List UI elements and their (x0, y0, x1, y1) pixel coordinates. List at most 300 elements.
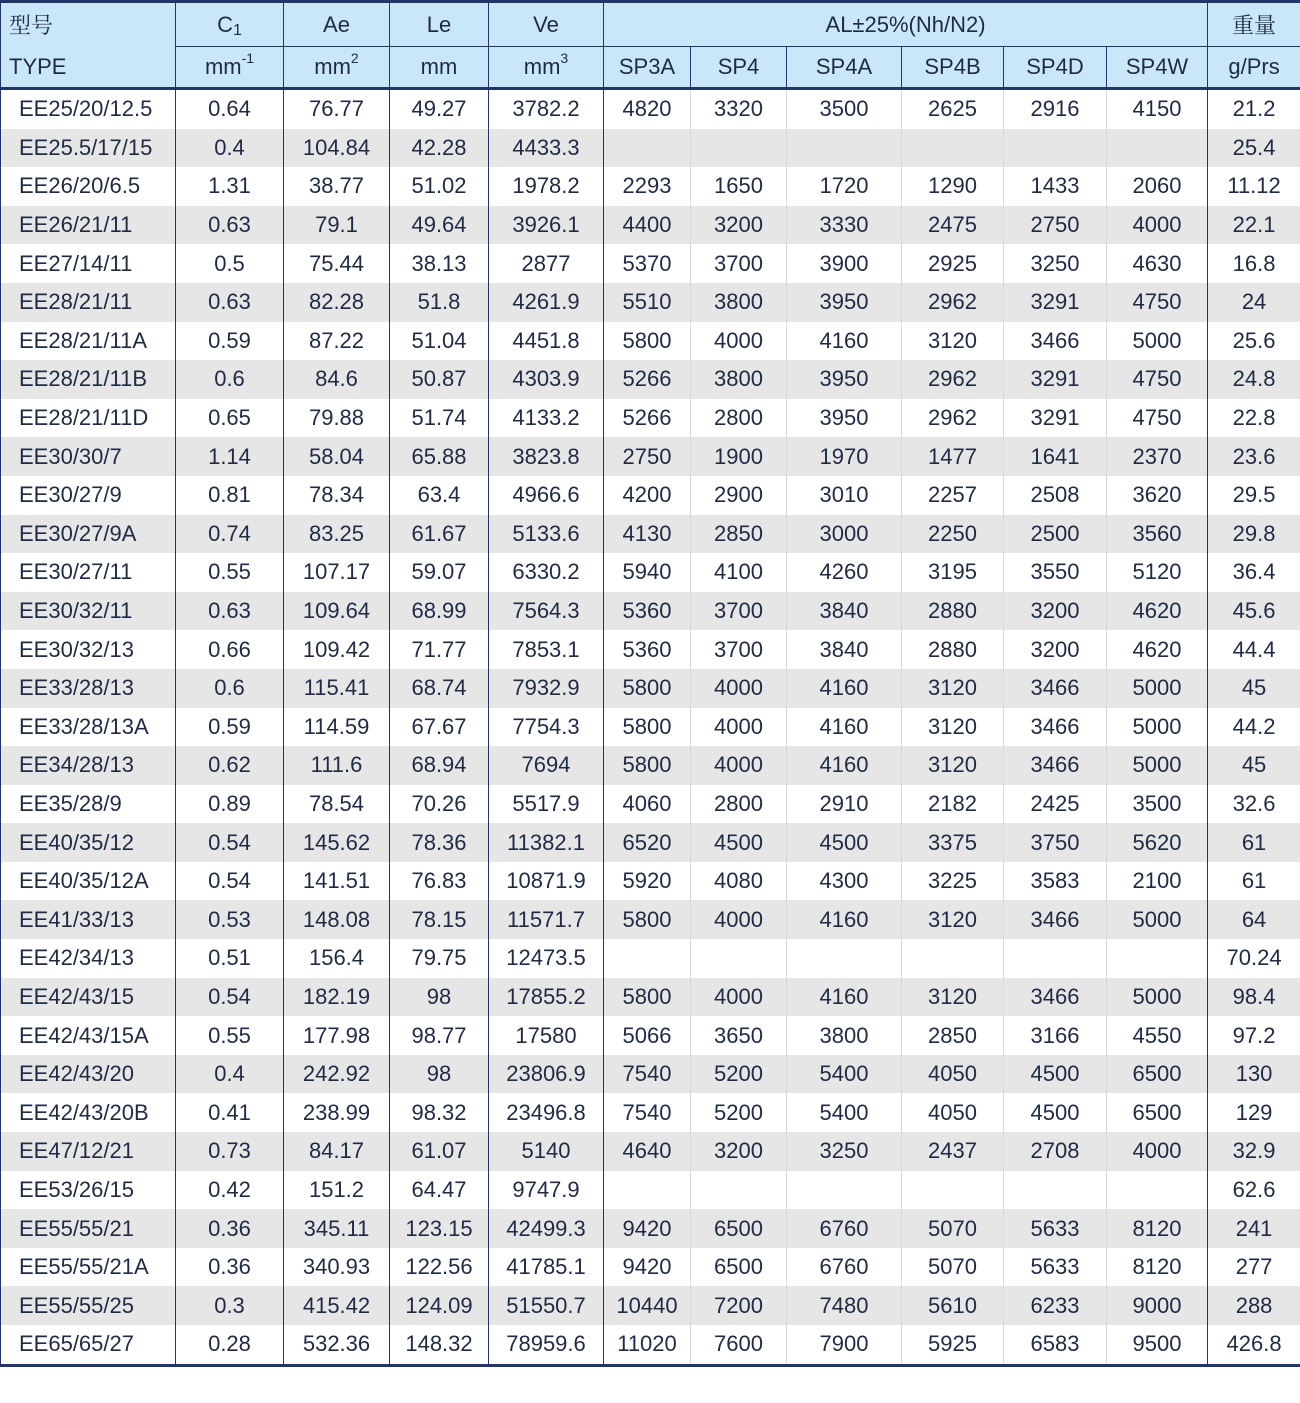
cell-sp4w (1107, 1171, 1208, 1210)
cell-sp4d: 3466 (1004, 669, 1107, 708)
cell-sp4w: 3560 (1107, 515, 1208, 554)
cell-type: EE42/43/20B (1, 1093, 176, 1132)
cell-ae: 78.54 (284, 785, 390, 824)
cell-sp4w (1107, 939, 1208, 978)
cell-sp4d: 3250 (1004, 244, 1107, 283)
table-row (1, 437, 1300, 476)
table-row (1, 746, 1300, 785)
cell-sp4a: 7900 (787, 1325, 902, 1365)
header-ve-unit (489, 47, 604, 89)
cell-c1: 0.41 (176, 1093, 284, 1132)
cell-ve: 9747.9 (489, 1171, 604, 1210)
cell-sp4: 6500 (691, 1209, 787, 1248)
cell-sp3a: 5800 (604, 322, 691, 361)
cell-sp4d: 3466 (1004, 708, 1107, 747)
cell-ae: 182.19 (284, 978, 390, 1017)
cell-sp3a: 5800 (604, 900, 691, 939)
header-ve-unit-base: mm (523, 54, 561, 79)
cell-c1: 0.64 (176, 89, 284, 129)
cell-sp4a: 1720 (787, 167, 902, 206)
cell-sp4a: 4160 (787, 669, 902, 708)
cell-sp4a: 3010 (787, 476, 902, 515)
cell-c1: 0.28 (176, 1325, 284, 1365)
cell-sp3a: 5266 (604, 360, 691, 399)
cell-sp4w: 4000 (1107, 206, 1208, 245)
header-sp4d: SP4D (1004, 47, 1107, 89)
cell-c1: 0.54 (176, 823, 284, 862)
cell-sp4w: 6500 (1107, 1093, 1208, 1132)
cell-ve: 17580 (489, 1016, 604, 1055)
cell-ae: 107.17 (284, 553, 390, 592)
cell-sp4b: 2437 (902, 1132, 1004, 1171)
table-row (1, 167, 1300, 206)
cell-weight: 22.8 (1208, 399, 1300, 438)
cell-ae: 111.6 (284, 746, 390, 785)
cell-weight: 97.2 (1208, 1016, 1300, 1055)
cell-sp4w: 5000 (1107, 900, 1208, 939)
cell-ve: 4261.9 (489, 283, 604, 322)
cell-c1: 0.66 (176, 630, 284, 669)
cell-weight: 25.4 (1208, 129, 1300, 168)
cell-sp4: 4100 (691, 553, 787, 592)
cell-weight: 44.4 (1208, 630, 1300, 669)
cell-ve: 4133.2 (489, 399, 604, 438)
cell-le: 98.32 (390, 1093, 489, 1132)
cell-sp4: 3800 (691, 283, 787, 322)
cell-sp4: 3200 (691, 1132, 787, 1171)
cell-sp3a: 2750 (604, 437, 691, 476)
cell-le: 63.4 (390, 476, 489, 515)
header-type-en: TYPE (1, 47, 176, 89)
cell-le: 68.99 (390, 592, 489, 631)
table-row (1, 399, 1300, 438)
header-sp4b: SP4B (902, 47, 1004, 89)
cell-sp4d: 6233 (1004, 1286, 1107, 1325)
cell-sp4w: 5000 (1107, 322, 1208, 361)
cell-sp4d: 3291 (1004, 399, 1107, 438)
cell-sp3a: 5940 (604, 553, 691, 592)
header-weight-cn: 重量 (1208, 2, 1300, 47)
cell-sp4: 3650 (691, 1016, 787, 1055)
cell-type: EE40/35/12A (1, 862, 176, 901)
cell-sp4: 3800 (691, 360, 787, 399)
header-sp4: SP4 (691, 47, 787, 89)
cell-sp4b: 2250 (902, 515, 1004, 554)
cell-sp4a: 3800 (787, 1016, 902, 1055)
cell-sp4d (1004, 1171, 1107, 1210)
cell-sp3a: 4640 (604, 1132, 691, 1171)
cell-sp3a: 4060 (604, 785, 691, 824)
cell-c1: 0.55 (176, 553, 284, 592)
cell-ve: 5517.9 (489, 785, 604, 824)
table-row (1, 283, 1300, 322)
cell-sp4a: 3250 (787, 1132, 902, 1171)
cell-sp4b: 2182 (902, 785, 1004, 824)
cell-ae: 84.6 (284, 360, 390, 399)
cell-ve: 2877 (489, 244, 604, 283)
cell-sp3a: 4820 (604, 89, 691, 129)
cell-type: EE55/55/21A (1, 1248, 176, 1287)
cell-weight: 130 (1208, 1055, 1300, 1094)
cell-weight: 129 (1208, 1093, 1300, 1132)
cell-sp4d: 3466 (1004, 978, 1107, 1017)
cell-sp3a: 5800 (604, 746, 691, 785)
table-row (1, 592, 1300, 631)
header-ae-unit-exp: 2 (350, 50, 359, 66)
cell-ve: 4433.3 (489, 129, 604, 168)
cell-sp4b (902, 129, 1004, 168)
cell-sp4b: 3120 (902, 900, 1004, 939)
cell-sp4d: 3166 (1004, 1016, 1107, 1055)
cell-sp4a: 5400 (787, 1055, 902, 1094)
cell-sp4w: 2060 (1107, 167, 1208, 206)
cell-ae: 156.4 (284, 939, 390, 978)
cell-ve: 4303.9 (489, 360, 604, 399)
cell-ae: 114.59 (284, 708, 390, 747)
cell-sp4b: 2850 (902, 1016, 1004, 1055)
cell-ve: 41785.1 (489, 1248, 604, 1287)
table-row (1, 1016, 1300, 1055)
cell-ae: 141.51 (284, 862, 390, 901)
table-row (1, 862, 1300, 901)
cell-c1: 0.73 (176, 1132, 284, 1171)
cell-c1: 0.89 (176, 785, 284, 824)
cell-c1: 0.59 (176, 708, 284, 747)
cell-type: EE30/30/7 (1, 437, 176, 476)
cell-weight: 241 (1208, 1209, 1300, 1248)
cell-ae: 148.08 (284, 900, 390, 939)
cell-sp4b: 4050 (902, 1093, 1004, 1132)
cell-le: 59.07 (390, 553, 489, 592)
cell-sp3a: 4400 (604, 206, 691, 245)
cell-weight: 98.4 (1208, 978, 1300, 1017)
cell-sp4: 1900 (691, 437, 787, 476)
cell-type: EE42/43/20 (1, 1055, 176, 1094)
cell-weight: 24 (1208, 283, 1300, 322)
cell-sp3a: 9420 (604, 1248, 691, 1287)
cell-c1: 0.53 (176, 900, 284, 939)
cell-sp4w: 9000 (1107, 1286, 1208, 1325)
cell-sp4: 3700 (691, 244, 787, 283)
cell-sp4b: 2962 (902, 399, 1004, 438)
cell-type: EE30/32/13 (1, 630, 176, 669)
cell-sp4: 2900 (691, 476, 787, 515)
cell-type: EE40/35/12 (1, 823, 176, 862)
cell-type: EE30/32/11 (1, 592, 176, 631)
cell-sp3a: 4200 (604, 476, 691, 515)
cell-sp4b: 5070 (902, 1209, 1004, 1248)
table-row (1, 785, 1300, 824)
cell-le: 98 (390, 978, 489, 1017)
cell-sp4: 4000 (691, 978, 787, 1017)
cell-sp4w: 5620 (1107, 823, 1208, 862)
cell-type: EE33/28/13 (1, 669, 176, 708)
cell-sp4d: 3750 (1004, 823, 1107, 862)
cell-sp3a: 5266 (604, 399, 691, 438)
cell-sp4w: 4620 (1107, 630, 1208, 669)
cell-ve: 7694 (489, 746, 604, 785)
cell-sp3a: 5800 (604, 978, 691, 1017)
cell-c1: 0.51 (176, 939, 284, 978)
cell-sp4b: 2880 (902, 592, 1004, 631)
cell-type: EE41/33/13 (1, 900, 176, 939)
cell-le: 98 (390, 1055, 489, 1094)
cell-sp4a: 3840 (787, 630, 902, 669)
header-c1-unit (176, 47, 284, 89)
cell-sp3a: 7540 (604, 1055, 691, 1094)
cell-sp4d: 3583 (1004, 862, 1107, 901)
table-row (1, 244, 1300, 283)
cell-c1: 0.42 (176, 1171, 284, 1210)
cell-sp4b: 3120 (902, 322, 1004, 361)
table-body (1, 89, 1300, 1366)
cell-ae: 145.62 (284, 823, 390, 862)
cell-sp4a: 3500 (787, 89, 902, 129)
cell-le: 65.88 (390, 437, 489, 476)
cell-weight: 21.2 (1208, 89, 1300, 129)
cell-sp4d: 5633 (1004, 1209, 1107, 1248)
cell-ve: 4966.6 (489, 476, 604, 515)
cell-sp4: 4000 (691, 708, 787, 747)
cell-sp4 (691, 939, 787, 978)
cell-sp4d: 1433 (1004, 167, 1107, 206)
header-ve: Ve (489, 2, 604, 47)
cell-weight: 62.6 (1208, 1171, 1300, 1210)
cell-ve: 7853.1 (489, 630, 604, 669)
cell-sp4a: 3000 (787, 515, 902, 554)
cell-weight: 44.2 (1208, 708, 1300, 747)
cell-c1: 0.63 (176, 283, 284, 322)
cell-weight: 61 (1208, 862, 1300, 901)
cell-sp4w: 8120 (1107, 1248, 1208, 1287)
cell-sp4d: 3200 (1004, 630, 1107, 669)
cell-sp4b (902, 1171, 1004, 1210)
cell-weight: 45 (1208, 746, 1300, 785)
header-ae: Ae (284, 2, 390, 47)
cell-c1: 0.81 (176, 476, 284, 515)
cell-type: EE28/21/11 (1, 283, 176, 322)
cell-c1: 0.62 (176, 746, 284, 785)
cell-sp4w: 4750 (1107, 360, 1208, 399)
cell-sp4w: 5000 (1107, 669, 1208, 708)
header-weight-unit: g/Prs (1208, 47, 1300, 89)
cell-ve: 3926.1 (489, 206, 604, 245)
cell-ae: 340.93 (284, 1248, 390, 1287)
cell-sp3a: 10440 (604, 1286, 691, 1325)
cell-type: EE30/27/9 (1, 476, 176, 515)
cell-sp4w: 8120 (1107, 1209, 1208, 1248)
cell-type: EE28/21/11B (1, 360, 176, 399)
cell-le: 79.75 (390, 939, 489, 978)
table-row (1, 900, 1300, 939)
cell-type: EE25/20/12.5 (1, 89, 176, 129)
cell-sp4d: 3550 (1004, 553, 1107, 592)
cell-ve: 51550.7 (489, 1286, 604, 1325)
table-row (1, 1093, 1300, 1132)
cell-sp4d (1004, 129, 1107, 168)
cell-sp4: 3700 (691, 592, 787, 631)
cell-weight: 22.1 (1208, 206, 1300, 245)
cell-sp4b: 1477 (902, 437, 1004, 476)
cell-ve: 3823.8 (489, 437, 604, 476)
cell-type: EE42/43/15A (1, 1016, 176, 1055)
cell-ae: 83.25 (284, 515, 390, 554)
cell-ae: 38.77 (284, 167, 390, 206)
cell-c1: 1.14 (176, 437, 284, 476)
cell-type: EE33/28/13A (1, 708, 176, 747)
table-row (1, 89, 1300, 129)
cell-sp4d: 4500 (1004, 1055, 1107, 1094)
cell-type: EE55/55/21 (1, 1209, 176, 1248)
cell-sp4d: 1641 (1004, 437, 1107, 476)
cell-ae: 84.17 (284, 1132, 390, 1171)
cell-ae: 415.42 (284, 1286, 390, 1325)
cell-ve: 42499.3 (489, 1209, 604, 1248)
cell-sp4a: 4260 (787, 553, 902, 592)
cell-sp4: 5200 (691, 1093, 787, 1132)
cell-sp4d: 3291 (1004, 283, 1107, 322)
table-row (1, 669, 1300, 708)
cell-le: 78.15 (390, 900, 489, 939)
cell-ve: 7754.3 (489, 708, 604, 747)
cell-ae: 345.11 (284, 1209, 390, 1248)
cell-c1: 0.55 (176, 1016, 284, 1055)
cell-ve: 1978.2 (489, 167, 604, 206)
cell-sp4: 4000 (691, 900, 787, 939)
cell-sp4b: 4050 (902, 1055, 1004, 1094)
cell-type: EE55/55/25 (1, 1286, 176, 1325)
cell-ae: 79.88 (284, 399, 390, 438)
header-sp4a: SP4A (787, 47, 902, 89)
cell-sp4d: 3466 (1004, 900, 1107, 939)
cell-sp4w: 6500 (1107, 1055, 1208, 1094)
cell-sp4a: 4300 (787, 862, 902, 901)
cell-sp4b: 3375 (902, 823, 1004, 862)
table-row (1, 360, 1300, 399)
cell-sp3a: 5920 (604, 862, 691, 901)
cell-le: 98.77 (390, 1016, 489, 1055)
cell-c1: 0.5 (176, 244, 284, 283)
cell-sp4b: 2880 (902, 630, 1004, 669)
cell-sp4b: 1290 (902, 167, 1004, 206)
cell-sp4 (691, 129, 787, 168)
table-row (1, 1248, 1300, 1287)
cell-c1: 0.54 (176, 862, 284, 901)
header-ae-unit-base: mm (314, 54, 351, 79)
cell-weight: 29.8 (1208, 515, 1300, 554)
cell-sp4a: 3950 (787, 283, 902, 322)
cell-type: EE27/14/11 (1, 244, 176, 283)
header-c1-symbol: C (217, 11, 233, 37)
cell-ve: 10871.9 (489, 862, 604, 901)
cell-ae: 82.28 (284, 283, 390, 322)
cell-c1: 0.74 (176, 515, 284, 554)
cell-ae: 76.77 (284, 89, 390, 129)
cell-ae: 242.92 (284, 1055, 390, 1094)
cell-sp4b: 5925 (902, 1325, 1004, 1365)
cell-le: 67.67 (390, 708, 489, 747)
cell-sp3a: 5370 (604, 244, 691, 283)
cell-type: EE26/21/11 (1, 206, 176, 245)
table-row (1, 1286, 1300, 1325)
cell-sp4a: 4160 (787, 900, 902, 939)
header-c1-unit-base: mm (204, 54, 242, 79)
cell-weight: 32.9 (1208, 1132, 1300, 1171)
cell-sp3a: 4130 (604, 515, 691, 554)
cell-ae: 75.44 (284, 244, 390, 283)
cell-sp4w: 5000 (1107, 708, 1208, 747)
cell-type: EE26/20/6.5 (1, 167, 176, 206)
table-row (1, 129, 1300, 168)
cell-c1: 0.59 (176, 322, 284, 361)
cell-ae: 109.64 (284, 592, 390, 631)
cell-type: EE25.5/17/15 (1, 129, 176, 168)
table-row (1, 1055, 1300, 1094)
cell-sp4: 3200 (691, 206, 787, 245)
header-al: AL±25%(Nh/N2) (604, 2, 1208, 47)
cell-le: 51.02 (390, 167, 489, 206)
cell-sp4a (787, 939, 902, 978)
cell-weight: 61 (1208, 823, 1300, 862)
cell-ae: 78.34 (284, 476, 390, 515)
cell-ae: 58.04 (284, 437, 390, 476)
cell-type: EE30/27/9A (1, 515, 176, 554)
cell-sp4w: 4150 (1107, 89, 1208, 129)
cell-sp4: 7200 (691, 1286, 787, 1325)
cell-ae: 177.98 (284, 1016, 390, 1055)
cell-sp4b: 2475 (902, 206, 1004, 245)
cell-c1: 0.4 (176, 1055, 284, 1094)
cell-weight: 288 (1208, 1286, 1300, 1325)
header-c1 (176, 2, 284, 47)
cell-sp3a: 11020 (604, 1325, 691, 1365)
cell-sp4a (787, 1171, 902, 1210)
table-row (1, 978, 1300, 1017)
cell-weight: 277 (1208, 1248, 1300, 1287)
table-row (1, 630, 1300, 669)
table-row (1, 1325, 1300, 1365)
cell-sp4w (1107, 129, 1208, 168)
cell-sp4a: 7480 (787, 1286, 902, 1325)
cell-le: 61.07 (390, 1132, 489, 1171)
cell-le: 51.8 (390, 283, 489, 322)
cell-sp4b: 2257 (902, 476, 1004, 515)
cell-sp4d: 5633 (1004, 1248, 1107, 1287)
table-row (1, 553, 1300, 592)
cell-le: 50.87 (390, 360, 489, 399)
cell-sp3a (604, 129, 691, 168)
cell-weight: 426.8 (1208, 1325, 1300, 1365)
cell-ae: 532.36 (284, 1325, 390, 1365)
cell-type: EE65/65/27 (1, 1325, 176, 1365)
cell-weight: 16.8 (1208, 244, 1300, 283)
cell-sp4a: 4160 (787, 322, 902, 361)
cell-type: EE53/26/15 (1, 1171, 176, 1210)
cell-sp4: 6500 (691, 1248, 787, 1287)
cell-sp4w: 4550 (1107, 1016, 1208, 1055)
cell-sp4a: 3900 (787, 244, 902, 283)
cell-weight: 64 (1208, 900, 1300, 939)
cell-weight: 70.24 (1208, 939, 1300, 978)
cell-le: 68.74 (390, 669, 489, 708)
header-ae-unit (284, 47, 390, 89)
cell-weight: 23.6 (1208, 437, 1300, 476)
cell-sp4: 1650 (691, 167, 787, 206)
table-row (1, 939, 1300, 978)
cell-ve: 17855.2 (489, 978, 604, 1017)
cell-sp4w: 4750 (1107, 283, 1208, 322)
cell-sp4b: 2925 (902, 244, 1004, 283)
